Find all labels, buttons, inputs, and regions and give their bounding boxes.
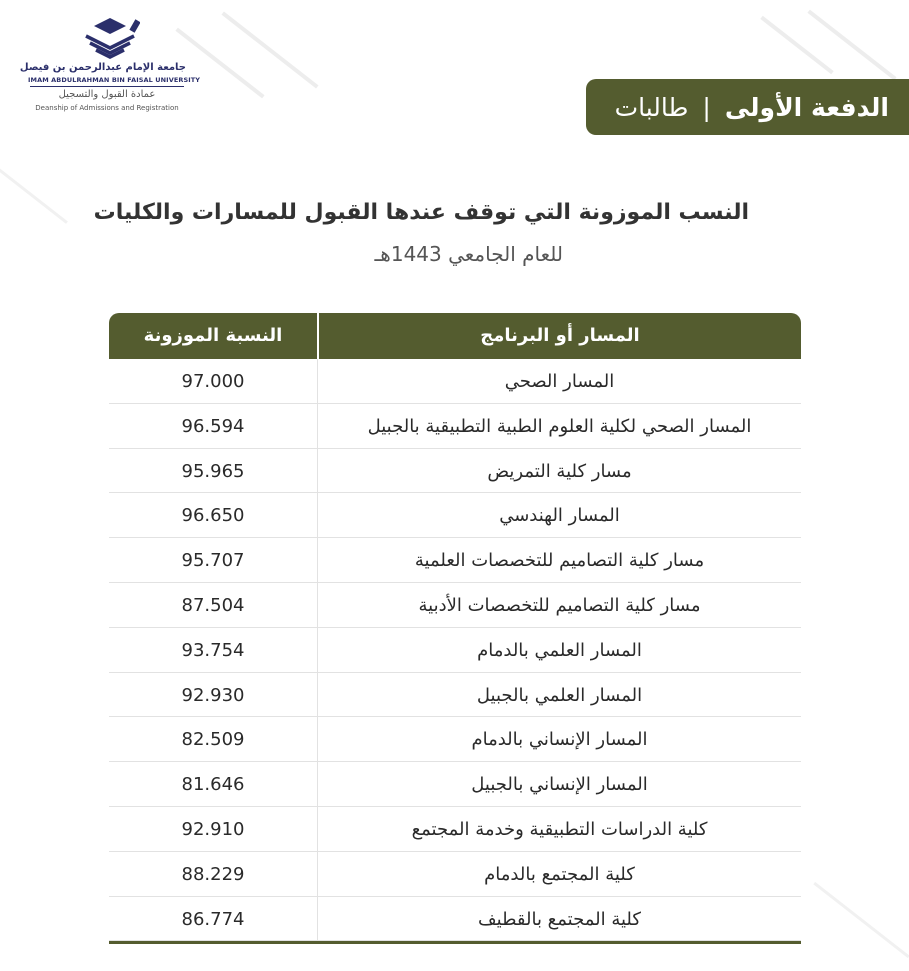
university-name-ar: جامعة الإمام عبدالرحمن بن فيصل <box>19 62 186 73</box>
batch-label: الدفعة الأولى <box>724 92 889 122</box>
table-row <box>109 628 801 673</box>
background-stripe <box>807 10 896 81</box>
score-cell: 86.774 <box>181 908 245 930</box>
score-cell: 96.650 <box>181 505 245 527</box>
program-cell: مسار كلية التصاميم للتخصصات الأدبية <box>317 583 801 627</box>
table-row <box>109 449 801 494</box>
score-cell: 82.509 <box>181 729 245 751</box>
table-row <box>109 538 801 583</box>
header-score: النسبة الموزونة <box>143 325 283 346</box>
table-row <box>109 359 801 404</box>
program-cell: مسار كلية التمريض <box>317 449 801 493</box>
score-cell: 97.000 <box>181 371 245 392</box>
page-subtitle: للعام الجامعي 1443هـ <box>374 242 563 266</box>
logo-divider <box>30 86 184 87</box>
score-cell: 93.754 <box>181 639 245 661</box>
table-row <box>109 404 801 449</box>
program-cell: كلية المجتمع بالقطيف <box>317 897 801 941</box>
university-name-en: IMAM ABDULRAHMAN BIN FAISAL UNIVERSITY <box>28 76 201 84</box>
score-cell: 96.594 <box>181 415 245 437</box>
group-label: طالبات <box>614 92 689 122</box>
score-cell: 92.910 <box>181 818 245 840</box>
scores-table <box>109 313 801 944</box>
university-logo <box>19 16 201 116</box>
background-stripe <box>813 882 909 958</box>
program-cell: المسار الهندسي <box>317 493 801 537</box>
score-cell: 87.504 <box>181 594 245 616</box>
program-cell: المسار العلمي بالدمام <box>317 628 801 672</box>
score-cell: 81.646 <box>181 774 245 796</box>
program-cell: المسار الإنساني بالجبيل <box>317 762 801 806</box>
table-row <box>109 852 801 897</box>
background-stripe <box>0 166 68 224</box>
table-row <box>109 762 801 807</box>
table-row <box>109 717 801 762</box>
table-body <box>109 359 801 941</box>
table-row <box>109 807 801 852</box>
deanship-name-ar: عمادة القبول والتسجيل <box>58 89 156 100</box>
program-cell: المسار الصحي <box>317 359 801 403</box>
program-cell: المسار العلمي بالجبيل <box>317 673 801 717</box>
program-cell: كلية الدراسات التطبيقية وخدمة المجتمع <box>317 807 801 851</box>
program-cell: كلية المجتمع بالدمام <box>317 852 801 896</box>
score-cell: 92.930 <box>181 684 245 706</box>
deanship-name-en: Deanship of Admissions and Registration <box>35 104 179 112</box>
table-row <box>109 583 801 628</box>
score-cell: 95.965 <box>181 460 245 482</box>
table-header <box>109 313 801 359</box>
banner-separator: | <box>702 92 711 122</box>
program-cell: المسار الإنساني بالدمام <box>317 717 801 761</box>
table-row <box>109 493 801 538</box>
table-footer-line <box>109 941 801 944</box>
table-row <box>109 673 801 718</box>
batch-banner <box>586 79 909 135</box>
header-program: المسار أو البرنامج <box>317 313 801 359</box>
university-logo-icon <box>80 16 140 60</box>
page-title: النسب الموزونة التي توقف عندها القبول للمسارات والكليات <box>93 200 749 225</box>
table-row <box>109 897 801 942</box>
score-cell: 95.707 <box>181 550 245 572</box>
score-cell: 88.229 <box>181 863 245 885</box>
program-cell: مسار كلية التصاميم للتخصصات العلمية <box>317 538 801 582</box>
program-cell: المسار الصحي لكلية العلوم الطبية التطبيقية بالجبيل <box>317 404 801 448</box>
